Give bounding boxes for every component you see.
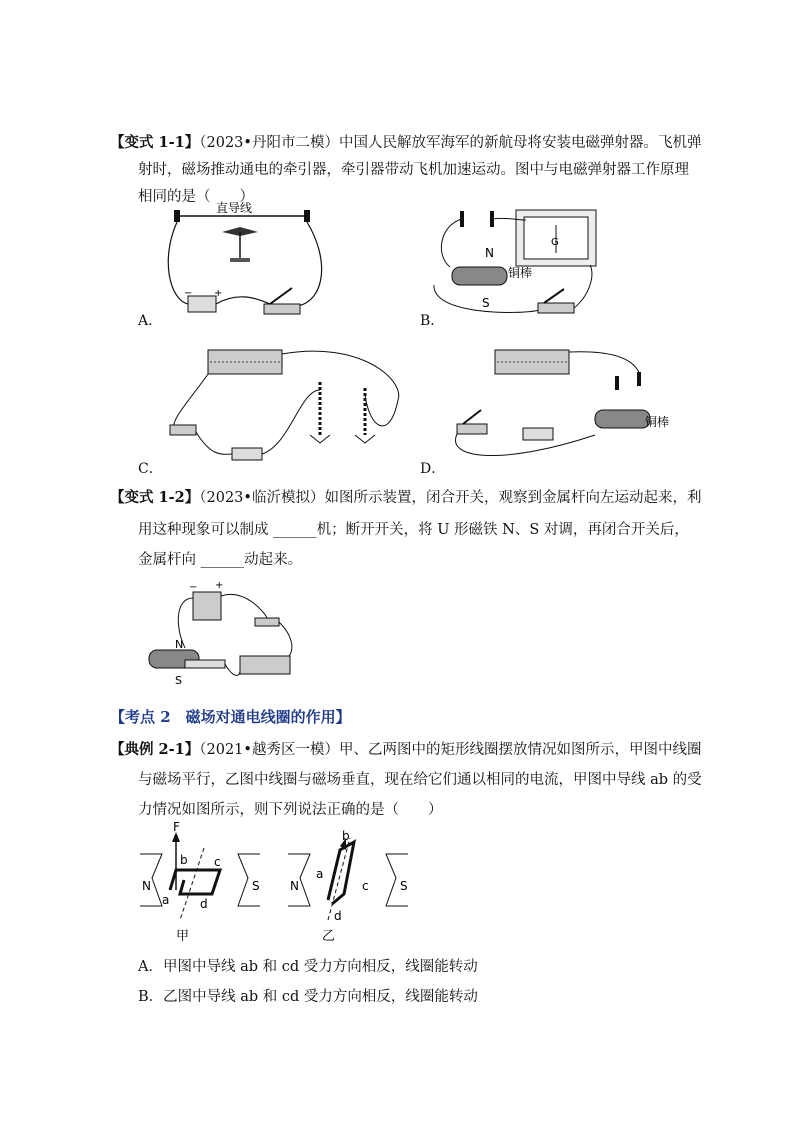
magnet-q2-n: N	[175, 638, 184, 651]
battery-plus: +	[215, 580, 224, 591]
jia-f: F	[173, 820, 180, 834]
figure-a	[160, 200, 340, 325]
jia-n: N	[142, 879, 151, 893]
option-d-label: D．	[420, 461, 446, 477]
q2-line3: 金属杆向 ______动起来。	[138, 552, 303, 568]
jia-caption: 甲	[176, 929, 190, 944]
jia-b: b	[180, 853, 188, 867]
option-c-label: C．	[138, 461, 163, 477]
q3-line3: 力情况如图所示，则下列说法正确的是（ ）	[138, 802, 443, 818]
yi-d: d	[334, 909, 342, 923]
q3-line2: 与磁场平行，乙图中线圈与磁场垂直，现在给它们通以相同的电流，甲图中导线 ab 的受	[138, 772, 702, 788]
svg-text:+: +	[214, 288, 223, 299]
q3-option-a: A．甲图中导线 ab 和 cd 受力方向相反，线圈能转动	[138, 959, 478, 975]
q3-line1	[110, 740, 701, 760]
figure-yi	[288, 828, 408, 946]
q3-source: （2021•越秀区一模）	[199, 742, 339, 758]
q1-source: （2023•丹阳市二模）	[199, 135, 339, 151]
yi-b: b	[342, 829, 350, 843]
copper-rod-label-d: 铜棒	[645, 415, 670, 429]
q2-tag: 【变式 1-2】	[110, 489, 200, 506]
q2-line1	[110, 488, 701, 508]
figure-d	[445, 340, 685, 470]
q2-source: （2023•临沂模拟）	[199, 490, 325, 506]
yi-c: c	[362, 879, 369, 893]
magnet-n: N	[485, 246, 494, 260]
q1-line2: 射时，磁场推动通电的牵引器，牵引器带动飞机加速运动。图中与电磁弹射器工作原理	[138, 162, 689, 178]
yi-a: a	[316, 867, 324, 881]
jia-d: d	[200, 897, 208, 911]
q3-tag: 【典例 2-1】	[110, 741, 200, 758]
battery-minus: −	[189, 582, 198, 593]
figure-b	[430, 205, 605, 325]
magnet-s: S	[482, 296, 490, 310]
q1-line3: 相同的是（ ）	[138, 189, 254, 205]
section-title: 【考点 2 磁场对通电线圈的作用】	[110, 708, 351, 726]
yi-s: S	[400, 879, 408, 893]
galvanometer-label: G	[551, 237, 559, 248]
copper-rod-label: 铜棒	[508, 266, 533, 280]
magnet-q2-s: S	[175, 674, 182, 687]
yi-caption: 乙	[322, 929, 336, 944]
yi-n: N	[290, 879, 299, 893]
jia-a: a	[162, 893, 170, 907]
figure-q2	[145, 578, 310, 690]
q1-line1	[110, 133, 701, 153]
battery-q2	[193, 592, 221, 620]
fig-a-label: 直导线	[216, 201, 253, 215]
option-b-label: B．	[420, 313, 445, 329]
q2-text1: 如图所示装置，闭合开关，观察到金属杆向左运动起来，利	[324, 490, 702, 506]
svg-text:−: −	[184, 288, 193, 299]
figure-jia	[140, 820, 260, 946]
figure-c	[160, 340, 410, 465]
jia-s: S	[252, 879, 260, 893]
q1-tag: 【变式 1-1】	[110, 134, 200, 151]
q2-line2: 用这种现象可以制成 ______机；断开开关，将 U 形磁铁 N、S 对调，再闭合开关后，	[138, 522, 689, 538]
q1-text1: 中国人民解放军海军的新航母将安装电磁弹射器。飞机弹	[338, 135, 702, 151]
switch	[264, 304, 300, 314]
q3-text1: 甲、乙两图中的矩形线圈摆放情况如图所示，甲图中线圈	[338, 742, 702, 758]
jia-c: c	[214, 855, 221, 869]
u-magnet	[452, 267, 507, 285]
q3-option-b: B．乙图中导线 ab 和 cd 受力方向相反，线圈能转动	[138, 989, 478, 1005]
option-a-label: A．	[138, 313, 163, 329]
